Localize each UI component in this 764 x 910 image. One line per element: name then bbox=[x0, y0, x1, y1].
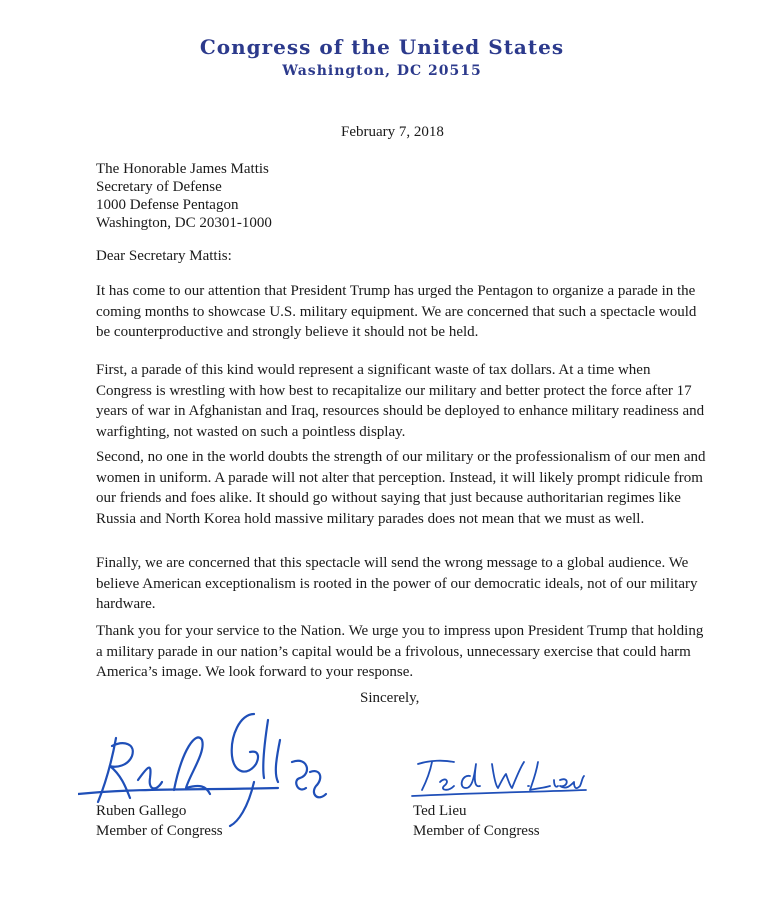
recipient-name: The Honorable James Mattis bbox=[96, 161, 269, 177]
signer-gallego bbox=[96, 801, 223, 841]
signer-lieu bbox=[413, 801, 540, 841]
body-paragraph: Finally, we are concerned that this spectacle will send the wrong message to a global audience. We believe American exceptionalism is rooted in the power of our democratic ideals, not of our military hardware. bbox=[96, 555, 698, 612]
signer-title: Member of Congress bbox=[413, 823, 540, 839]
salutation: Dear Secretary Mattis: bbox=[96, 248, 232, 264]
body-paragraph: It has come to our attention that President Trump has urged the Pentagon to organize a parade in the coming months to showcase U.S. military equipment. We are concerned that such a spectacle would be counterproductive and strongly believe it should not be held. bbox=[96, 283, 697, 340]
recipient-title: Secretary of Defense bbox=[96, 179, 222, 195]
body-paragraph: First, a parade of this kind would represent a significant waste of tax dollars. At a time when Congress is wrestling with how best to recapitalize our military and better protect the force after 17 years of war in Afghanistan and Iraq, resources should be deployed to enhance military readiness and warfighting, not wasted on such a pointless display. bbox=[96, 362, 705, 440]
recipient-city: Washington, DC 20301-1000 bbox=[96, 215, 272, 231]
signer-name: Ruben Gallego bbox=[96, 803, 187, 819]
recipient-street: 1000 Defense Pentagon bbox=[96, 197, 239, 213]
body-paragraph: Thank you for your service to the Nation. We urge you to impress upon President Trump that holding a military parade in our nation’s capital would be a frivolous, unnecessary exercise that could harm America’s image. We look forward to your response. bbox=[96, 623, 704, 680]
closing: Sincerely, bbox=[360, 690, 420, 706]
recipient-address bbox=[96, 160, 272, 232]
signature-lieu bbox=[410, 752, 590, 800]
letterhead-address: Washington, DC 20515 bbox=[282, 63, 482, 79]
body-paragraph: Second, no one in the world doubts the strength of our military or the professionalism of our men and women in uniform. A parade will not alter that perception. Instead, it will likely prompt ridicule from our friends and foes alike. It should go without saying that just because authoritarian regimes like Russia and North Korea hold massive military parades does not mean that we must as well. bbox=[96, 449, 706, 527]
signer-name: Ted Lieu bbox=[413, 803, 467, 819]
letterhead-title: Congress of the United States bbox=[199, 35, 565, 59]
signer-title: Member of Congress bbox=[96, 823, 223, 839]
letter-date: February 7, 2018 bbox=[341, 124, 444, 140]
letterhead bbox=[0, 34, 764, 82]
